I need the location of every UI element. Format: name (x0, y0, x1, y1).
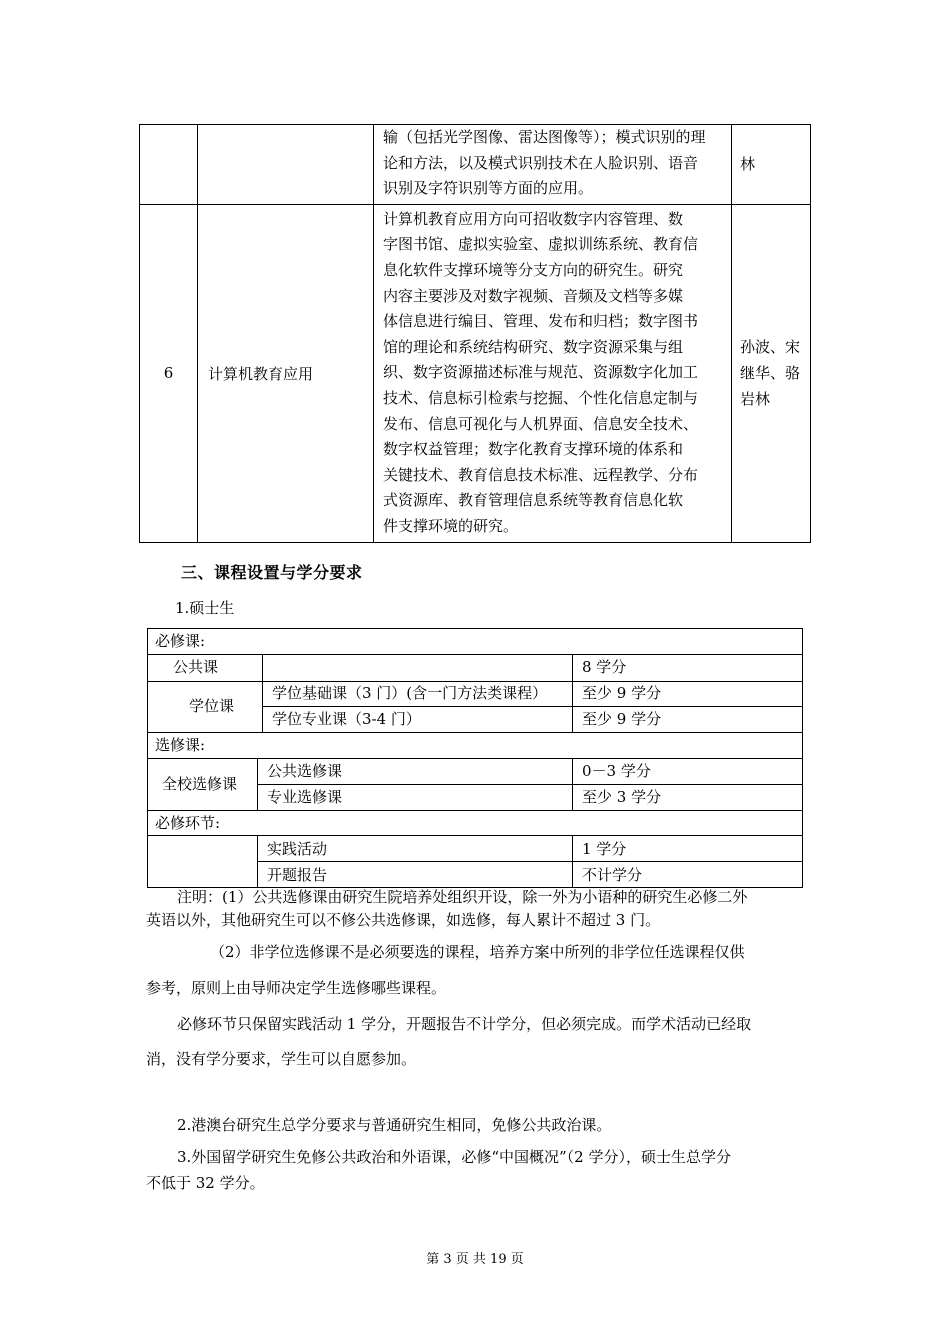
public-course-credit: 8 学分 (582, 658, 627, 676)
degree-major-credit: 至少 9 学分 (582, 710, 662, 728)
public-elective-credit: 0－3 学分 (582, 762, 651, 780)
required-header: 必修课: (155, 632, 206, 650)
required-link-header: 必修环节: (155, 814, 221, 832)
description-line: 字图书馆、虚拟实验室、虚拟训练系统、教育信 (383, 235, 699, 254)
degree-course-label: 学位课 (189, 697, 235, 715)
degree-major-course: 学位专业课（3-4 门） (272, 710, 421, 728)
major-elective-credit: 至少 3 学分 (582, 788, 662, 806)
section-heading: 三、课程设置与学分要求 (181, 563, 363, 582)
proposal-report: 开题报告 (267, 866, 328, 884)
table-rule (147, 810, 803, 811)
public-course-label: 公共课 (173, 658, 219, 676)
description-line: 内容主要涉及对数字视频、音频及文档等多媒 (383, 286, 684, 305)
note-1-line-2: 英语以外，其他研究生可以不修公共选修课，如选修，每人累计不超过 3 门。 (146, 911, 661, 929)
major-elective-course: 专业选修课 (267, 788, 343, 806)
table-row (140, 204, 811, 542)
row-number: 6 (140, 204, 198, 542)
note-1-line-1: 注明：(1）公共选修课由研究生院培养处组织开设，除一外为小语种的研究生必修二外 (177, 888, 748, 906)
table-rule (257, 861, 803, 862)
practice-credit: 1 学分 (582, 840, 627, 858)
description-line: 论和方法，以及模式识别技术在人脸识别、语音 (383, 153, 699, 172)
credit-table (147, 628, 803, 888)
table-rule (257, 835, 258, 887)
table-rule (147, 835, 803, 836)
description-line: 输（包括光学图像、雷达图像等）；模式识别的理 (383, 128, 706, 146)
description-line: 发布、信息可视化与人机界面、信息安全技术、 (383, 414, 699, 433)
description-line: 体信息进行编目、管理、发布和归档；数字图书 (383, 312, 699, 331)
advisor-line: 岩林 (740, 390, 771, 409)
table-rule (147, 628, 148, 888)
subsection-title: 1.硕士生 (175, 599, 235, 617)
paragraph-3-line-1: 3.外国留学研究生免修公共政治和外语课，必修“中国概况”（2 学分），硕士生总学分 (177, 1148, 731, 1166)
table-rule (147, 758, 803, 759)
table-rule (147, 654, 803, 655)
elective-header: 选修课: (155, 736, 206, 754)
note-2-line-2: 参考，原则上由导师决定学生选修哪些课程。 (146, 979, 447, 997)
proposal-credit: 不计学分 (582, 866, 643, 884)
description-line: 件支撑环境的研究。 (383, 516, 519, 535)
description-line: 织、数字资源描述标准与规范、资源数字化加工 (383, 363, 699, 382)
table-rule (147, 681, 803, 682)
note-3-line-2: 消，没有学分要求，学生可以自愿参加。 (146, 1050, 417, 1068)
direction-description (374, 125, 732, 205)
table-rule (802, 628, 803, 888)
direction-name: 计算机教育应用 (198, 204, 374, 542)
direction-description (374, 204, 732, 542)
practice-activity: 实践活动 (267, 840, 328, 858)
description-line: 馆的理论和系统结构研究、数字资源采集与组 (383, 337, 684, 356)
note-3-line-1: 必修环节只保留实践活动 1 学分，开题报告不计学分，但必须完成。而学术活动已经取 (177, 1015, 752, 1033)
degree-basic-course: 学位基础课（3 门）(含一门方法类课程） (272, 684, 548, 702)
description-line: 数字权益管理；数字化教育支撑环境的体系和 (383, 440, 684, 459)
row-number (140, 125, 198, 205)
table-rule (147, 628, 803, 629)
table-rule (147, 732, 803, 733)
table-rule (257, 784, 803, 785)
page-footer: 第 3 页 共 19 页 (426, 1252, 524, 1267)
table-rule (572, 654, 573, 732)
advisor: 林 (732, 125, 811, 205)
table-row (140, 125, 811, 205)
table-rule (262, 654, 263, 732)
advisor-line: 孙波、宋 (740, 338, 801, 357)
public-elective-course: 公共选修课 (267, 762, 343, 780)
note-2-line-1: （2）非学位选修课不是必须要选的课程，培养方案中所列的非学位任选课程仅供 (210, 943, 745, 961)
direction-name (198, 125, 374, 205)
description-line: 息化软件支撑环境等分支方向的研究生。研究 (383, 260, 684, 279)
degree-basic-credit: 至少 9 学分 (582, 684, 662, 702)
paragraph-3-line-2: 不低于 32 学分。 (146, 1174, 265, 1192)
advisor (732, 204, 811, 542)
table-rule (257, 758, 258, 810)
table-rule (262, 706, 803, 707)
description-line: 关键技术、教育信息技术标准、远程教学、分布 (383, 465, 699, 484)
description-line: 式资源库、教育管理信息系统等教育信息化软 (383, 491, 684, 510)
description-line: 识别及字符识别等方面的应用。 (383, 179, 594, 198)
table-rule (572, 758, 573, 810)
research-direction-table (139, 124, 811, 543)
paragraph-2: 2.港澳台研究生总学分要求与普通研究生相同，免修公共政治课。 (177, 1116, 612, 1134)
description-line: 技术、信息标引检索与挖掘、个性化信息定制与 (383, 388, 699, 407)
table-rule (572, 835, 573, 887)
school-elective-label: 全校选修课 (162, 775, 238, 793)
description-line: 计算机教育应用方向可招收数字内容管理、数 (383, 209, 684, 228)
advisor-line: 继华、骆 (740, 364, 801, 383)
